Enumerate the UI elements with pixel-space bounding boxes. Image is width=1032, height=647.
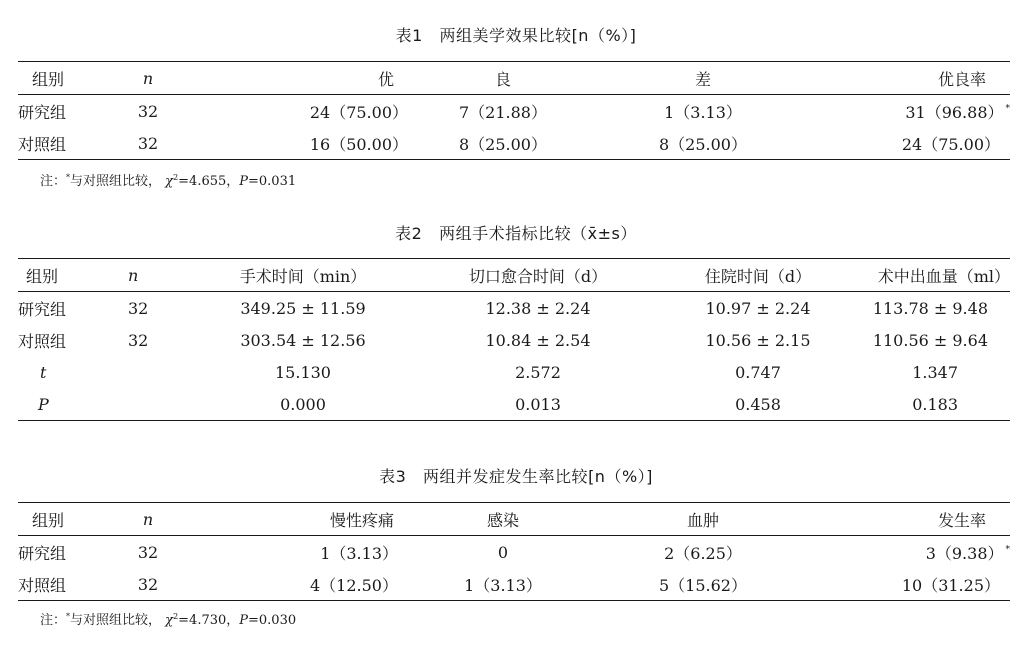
table2-cell: 32 (128, 298, 149, 318)
note-p: P (239, 174, 249, 189)
table2-cell: 32 (128, 330, 149, 350)
table2-cell: 12.38 ± 2.24 (485, 298, 591, 318)
table3-cell: 0 (497, 542, 509, 562)
table-row (18, 324, 1010, 356)
note-prefix: 注： (40, 613, 67, 628)
table3-header-group: 组别 (32, 510, 65, 530)
table2-cell: 2.572 (515, 362, 561, 382)
table2-cell: 0.013 (515, 394, 561, 414)
table3-header-n: n (142, 509, 154, 529)
table2-cell: 10.97 ± 2.24 (705, 298, 811, 318)
table3-cell: 3（9.38） (925, 543, 1004, 563)
table1-cell: 研究组 (18, 102, 67, 122)
table1-header-row (18, 62, 1010, 95)
note-stat: χ (165, 613, 174, 628)
table2-cell: 1.347 (912, 362, 958, 382)
note-stat-value: =4.655， (178, 174, 240, 189)
table2-caption (0, 224, 1032, 244)
table1-cell: 24（75.00） (901, 134, 1000, 154)
table-row (18, 536, 1010, 569)
table2-caption-unit: （x̄±s） (571, 224, 637, 243)
note-exp: 2 (173, 612, 179, 621)
table2-cell: 0.458 (735, 394, 781, 414)
note-star: * (66, 173, 71, 182)
table2-header-blood-loss: 术中出血量（ml） (877, 266, 1010, 286)
table2-caption-title: 两组手术指标比较 (439, 224, 572, 243)
note-p-value: =0.030 (248, 613, 297, 628)
table3-cell: 32 (137, 574, 159, 594)
table2-cell: 303.54 ± 12.56 (240, 330, 366, 350)
note-p: P (239, 613, 249, 628)
table1-cell: 对照组 (18, 134, 67, 154)
table1-header-group: 组别 (32, 69, 65, 89)
table2-cell (98, 388, 178, 421)
table2-cell: t (40, 362, 47, 382)
table3-cell: 对照组 (18, 575, 67, 595)
table-row (18, 292, 1010, 325)
table3-cell: 2（6.25） (664, 543, 742, 563)
table3-cell: 4（12.50） (310, 575, 398, 595)
note-stat: χ (165, 174, 174, 189)
table1-caption-label: 表1 (395, 26, 423, 45)
table1-note (40, 170, 296, 189)
significance-star: * (1005, 103, 1010, 114)
note-exp: 2 (173, 173, 179, 182)
table2-cell (98, 356, 178, 388)
table2-cell: 0.183 (912, 394, 958, 414)
table1-cell: 8（25.00） (659, 134, 747, 154)
table3-header-incidence: 发生率 (937, 510, 986, 530)
table2-cell: P (38, 394, 49, 414)
table-row (18, 388, 1010, 421)
table1-cell: 31（96.88） (905, 102, 1004, 122)
table2-cell: 10.56 ± 2.15 (705, 330, 811, 350)
table2-cell: 0.747 (735, 362, 781, 382)
table3-header-hematoma: 血肿 (686, 510, 719, 530)
note-text: 与对照组比较， (70, 613, 162, 628)
table1-caption-title: 两组美学效果比较 (439, 26, 572, 45)
note-stat-value: =4.730， (178, 613, 240, 628)
table3-note (40, 609, 296, 628)
table1-caption (0, 26, 1032, 46)
table1-cell: 16（50.00） (309, 134, 408, 154)
table1 (18, 61, 1010, 160)
table3-header-row (18, 503, 1010, 536)
table3-caption (0, 467, 1032, 487)
table2-header-stay-time: 住院时间（d） (704, 266, 812, 286)
table2-cell: 研究组 (18, 299, 67, 319)
table1-header-n: n (142, 68, 154, 88)
table2 (18, 258, 1010, 421)
table2-header-row (18, 259, 1010, 292)
table2-header-group: 组别 (26, 266, 59, 286)
table-row (18, 95, 1010, 128)
table3-cell: 32 (137, 542, 159, 562)
table2-cell: 110.56 ± 9.64 (872, 330, 988, 350)
table3-header-chronic-pain: 慢性疼痛 (329, 510, 394, 530)
table3-caption-unit: [n（%）] (588, 467, 653, 486)
table1-cell: 1（3.13） (664, 102, 742, 122)
table1-cell: 32 (137, 101, 159, 121)
table-row (18, 568, 1010, 601)
table3-cell: 研究组 (18, 543, 67, 563)
table2-header-n: n (128, 265, 139, 285)
table2-cell: 15.130 (275, 362, 331, 382)
note-prefix: 注： (40, 174, 67, 189)
table2-cell: 对照组 (18, 331, 67, 351)
table-row (18, 127, 1010, 160)
table3-caption-label: 表3 (379, 467, 407, 486)
table3-header-infection: 感染 (486, 510, 519, 530)
table2-cell: 113.78 ± 9.48 (872, 298, 988, 318)
table1-header-rate: 优良率 (937, 69, 986, 89)
table3-cell: 1（3.13） (320, 543, 398, 563)
table1-cell-rate (808, 95, 1010, 128)
table3-cell: 5（15.62） (659, 575, 747, 595)
table2-header-op-time: 手术时间（min） (239, 266, 367, 286)
table2-header-healing-time: 切口愈合时间（d） (468, 266, 608, 286)
table3-cell: 10（31.25） (901, 575, 1000, 595)
table1-cell: 7（21.88） (459, 102, 547, 122)
table1-header-poor: 差 (694, 69, 711, 89)
note-star: * (66, 612, 71, 621)
table-row (18, 356, 1010, 388)
table2-cell: 349.25 ± 11.59 (240, 298, 366, 318)
table1-header-excellent: 优 (377, 69, 394, 89)
note-text: 与对照组比较， (70, 174, 162, 189)
table1-cell: 32 (137, 133, 159, 153)
table2-cell: 0.000 (280, 394, 326, 414)
table2-cell: 10.84 ± 2.54 (485, 330, 591, 350)
table3-cell: 1（3.13） (464, 575, 542, 595)
significance-star: * (1005, 544, 1010, 555)
table3-cell-rate (808, 536, 1010, 569)
note-p-value: =0.031 (248, 174, 297, 189)
table1-cell: 8（25.00） (459, 134, 547, 154)
table1-caption-unit: [n（%）] (571, 26, 637, 45)
table3-caption-title: 两组并发症发生率比较 (423, 467, 589, 486)
table1-header-good: 良 (494, 69, 511, 89)
table3 (18, 502, 1010, 601)
table1-cell: 24（75.00） (309, 102, 408, 122)
table2-caption-label: 表2 (395, 224, 423, 243)
